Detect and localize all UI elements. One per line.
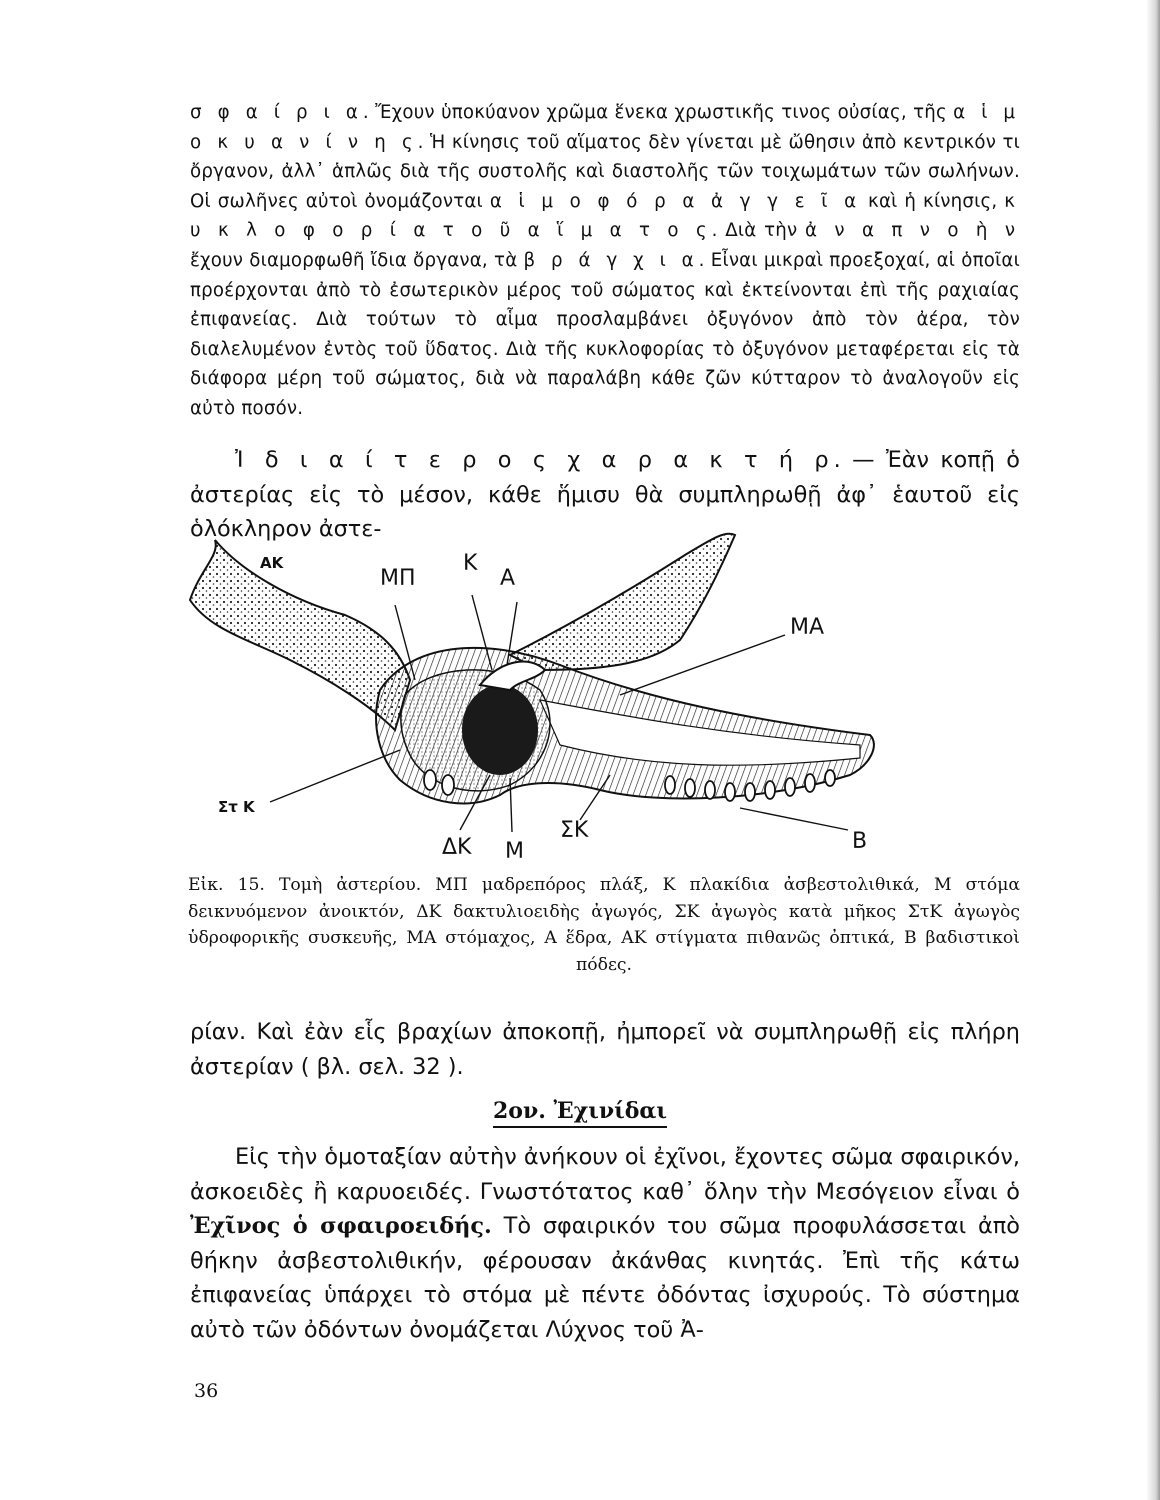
spaced-term: κ υ κ λ ο φ ο ρ ί α τ ο ῦ α ἵ μ α τ ο ς	[190, 190, 1020, 242]
spaced-term: β ρ ά γ χ ι α	[523, 249, 699, 271]
species-name: Ἐχῖνος ὁ σφαιροειδής.	[190, 1213, 492, 1239]
text-run: . Ἔχουν ὑποκύανον χρῶμα ἕνεκα χρωστικῆς τινος οὐσίας, τῆς	[362, 102, 954, 123]
section-heading	[0, 1098, 1160, 1124]
stomach-mass	[462, 685, 538, 775]
spaced-term: σ φ α ί ρ ι α	[190, 102, 363, 123]
label-sk: ΣΚ	[560, 818, 589, 843]
text-run: . Διὰ τὴν	[711, 220, 805, 242]
page-spine-shadow	[1146, 0, 1160, 1500]
upper-arm-shape	[510, 534, 735, 670]
text-run: Εἰς τὴν ὁμοταξίαν αὐτὴν ἀνήκουν οἱ ἐχῖνοι, ἔχοντες σῶμα σφαιρικόν, ἀσκοειδὲς ἢ καρυοειδές. Γνωστότατος καθ᾽ ὅλην τὴν Μεσόγειον εἶναι ὁ	[190, 1144, 1020, 1205]
label-ak: ΑΚ	[260, 554, 284, 572]
spaced-term: ἀ ν α π ν ο ὴ ν	[804, 220, 1020, 242]
text-run: ἔχουν διαμορφωθῆ ἴδια ὄργανα, τὰ	[190, 249, 524, 271]
label-a: Α	[500, 566, 516, 591]
paragraph-circulation	[190, 98, 1020, 424]
text-run: . Ἡ κίνησις τοῦ αἵματος δὲν γίνεται μὲ ὤθησιν ἀπὸ κεντρικόν τι ὄργανον, ἀλλ᾽ ἁπλῶς διὰ τῆς συστολῆς καὶ διαστολῆς τῶν τοιχωμάτων τῶν σωλήνων. Οἱ σωλῆνες αὐτοὶ ὀνομάζονται	[190, 131, 1020, 212]
heading-text: 2ον. Ἐχινίδαι	[493, 1098, 667, 1128]
text-run: καὶ ἡ κίνησις,	[861, 190, 1005, 212]
section-lead-term: Ἰ δ ι α ί τ ε ρ ο ς χ α ρ α κ τ ή ρ	[235, 447, 834, 473]
spaced-term: α ἱ μ ο φ ό ρ α ἀ γ γ ε ῖ α	[489, 190, 862, 212]
page-number: 36	[194, 1380, 219, 1402]
paragraph-arm-regeneration	[190, 1015, 1020, 1084]
label-ma: ΜΑ	[790, 615, 825, 640]
starfish-section-figure	[180, 530, 880, 865]
label-k: Κ	[463, 551, 478, 576]
label-mp: ΜΠ	[380, 566, 416, 591]
text-run: Τὸ σφαιρικόν του σῶμα προφυλάσσεται ἀπὸ θήκην ἀσβεστολιθικήν, φέρουσαν ἀκάνθας κινητάς. Ἐπὶ τῆς κάτω ἐπιφανείας ὑπάρχει τὸ στόμα μὲ πέντε ὀδόντας ἰσχυρούς. Τὸ σύστημα αὐτὸ τῶν ὀδόντων ὀνομάζεται Λύχνος τοῦ Ἀ-	[190, 1213, 1020, 1343]
label-dk: ΔΚ	[442, 835, 472, 860]
label-m: Μ	[505, 839, 524, 864]
spaced-term: α ἱ μ ο κ υ α ν ί ν η ς	[190, 102, 1021, 153]
text-run: ρίαν. Καὶ ἐὰν εἷς βραχίων ἀποκοπῇ, ἠμπορεῖ νὰ συμπληρωθῇ εἰς πλήρη ἀστερίαν ( βλ. σελ. 32 ).	[190, 1019, 1020, 1080]
text-run: . Εἶναι μικραὶ προεξοχαί, αἱ ὁποῖαι προέρχονται ἀπὸ τὸ ἐσωτερικὸν μέρος τοῦ σώματος καὶ ἐκτείνονται ἐπὶ τῆς ραχιαίας ἐπιφανείας. Διὰ τούτων τὸ αἷμα προσλαμβάνει ὀξυγόνον ἀπὸ τὸν ἀέρα, τὸν διαλελυμένον ἐντὸς τοῦ ὕδατος. Διὰ τῆς κυκλοφορίας τὸ ὀξυγόνον μεταφέρεται εἰς τὰ διάφορα μέρη τοῦ σώματος, διὰ νὰ παραλάβη κάθε ζῶν κύτταρον τὸ ἀναλογοῦν εἰς αὐτὸ ποσόν.	[190, 249, 1020, 419]
paragraph-echinoids	[190, 1140, 1020, 1347]
label-stk: Στ Κ	[218, 798, 255, 816]
figure-caption: Εἰκ. 15. Τομὴ ἀστερίου. ΜΠ μαδρεπόρος πλάξ, Κ πλακίδια ἀσβεστολιθικά, Μ στόμα δεικνυόμενον ἀνοικτόν, ΔΚ δακτυλιοειδὴς ἀγωγός, ΣΚ ἀγωγὸς κατὰ μῆκος ΣτΚ ἀγωγὸς ὑδροφορικῆς συσκευῆς, ΜΑ στόμαχος, Α ἕδρα, ΑΚ στίγματα πιθανῶς ὀπτικά, Β βαδιστικοὶ πόδες.	[188, 875, 1020, 975]
label-b: Β	[852, 829, 868, 854]
text-run: . — Ἐὰν κοπῇ ὁ ἀστερίας εἰς τὸ μέσον, κάθε ἥμισυ θὰ συμπληρωθῇ ἀφ᾽ ἑαυτοῦ εἰς ὁλόκληρον ἀστε-	[190, 447, 1020, 542]
